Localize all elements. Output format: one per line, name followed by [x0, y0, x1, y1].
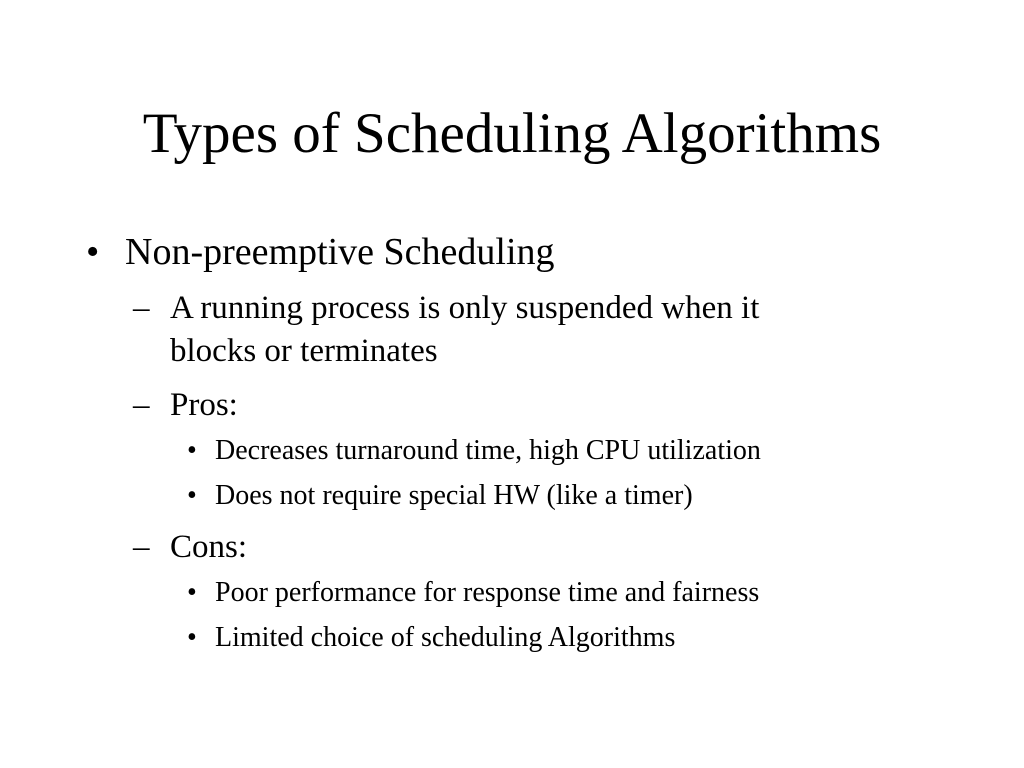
sub-bullet-text-line-1: A running process is only suspended when it: [170, 290, 760, 326]
bullet-marker: •: [187, 622, 197, 653]
slide-title: Types of Scheduling Algorithms: [142, 102, 882, 165]
pros-heading: Pros:: [170, 387, 238, 423]
dash-marker: –: [133, 529, 150, 565]
cons-item-text: Limited choice of scheduling Algorithms: [215, 622, 676, 653]
bullet-marker: •: [187, 480, 197, 511]
bullet-marker: •: [86, 231, 100, 273]
bullet-text: Non-preemptive Scheduling: [125, 231, 555, 273]
cons-item-text: Poor performance for response time and fairness: [215, 577, 760, 608]
dash-marker: –: [133, 387, 150, 423]
sub-bullet-text-line-2: blocks or terminates: [170, 333, 438, 369]
cons-heading: Cons:: [170, 529, 248, 565]
dash-marker: –: [133, 290, 150, 326]
bullet-marker: •: [187, 577, 197, 608]
bullet-marker: •: [187, 435, 197, 466]
pros-item-text: Decreases turnaround time, high CPU utilization: [215, 435, 761, 466]
pros-item-text: Does not require special HW (like a timer): [215, 480, 693, 511]
